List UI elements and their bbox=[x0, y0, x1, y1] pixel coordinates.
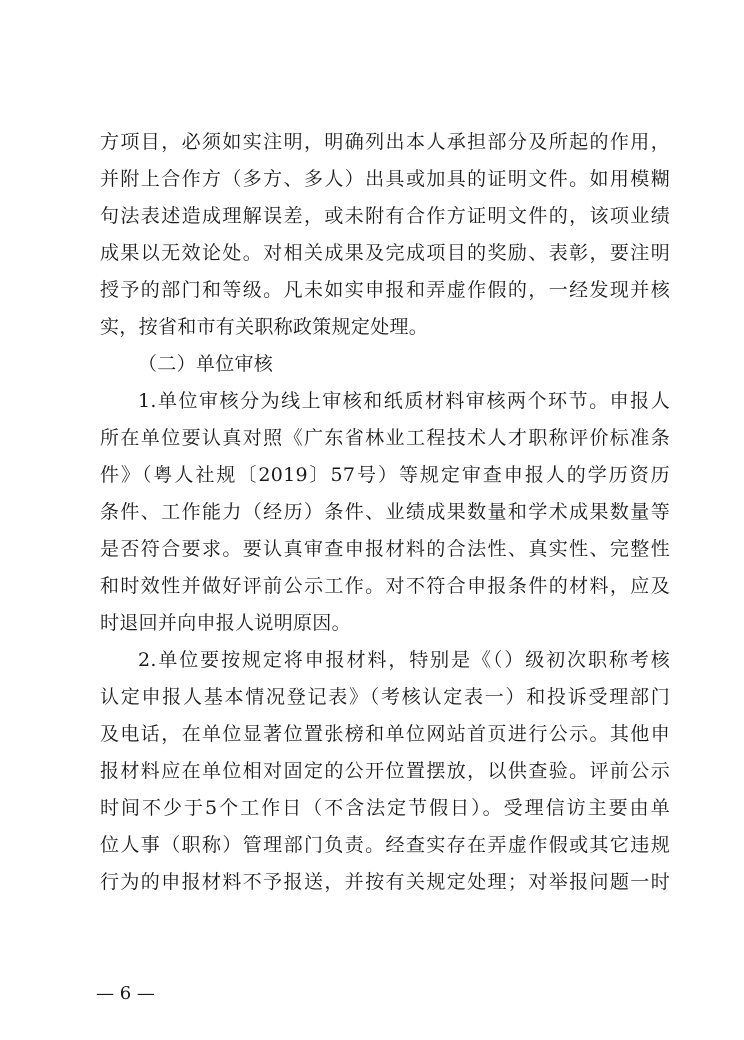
paragraph-line: 时退回并向申报人说明原因。 bbox=[100, 612, 351, 634]
paragraph-line: 授予的部门和等级。凡未如实申报和弄虚作假的，一经发现并核 bbox=[100, 279, 670, 301]
paragraph-line: 行为的申报材料不予报送，并按有关规定处理；对举报问题一时 bbox=[100, 871, 670, 893]
paragraph-line: 是否符合要求。要认真审查申报材料的合法性、真实性、完整性 bbox=[100, 538, 670, 560]
paragraph-line: 时间不少于5个工作日（不含法定节假日）。受理信访主要由单 bbox=[100, 797, 670, 819]
paragraph-line: 并附上合作方（多方、多人）出具或加具的证明文件。如用模糊 bbox=[100, 168, 670, 190]
paragraph-line: 成果以无效论处。对相关成果及完成项目的奖励、表彰，要注明 bbox=[100, 242, 670, 264]
paragraph-line: 1.单位审核分为线上审核和纸质材料审核两个环节。申报人 bbox=[138, 390, 670, 412]
paragraph-line: 件》（粤人社规〔2019〕57号）等规定审查申报人的学历资历 bbox=[100, 464, 670, 486]
section-heading: （二）单位审核 bbox=[138, 353, 274, 375]
paragraph-line: 条件、工作能力（经历）条件、业绩成果数量和学术成果数量等 bbox=[100, 501, 670, 523]
paragraph-line: 及电话，在单位显著位置张榜和单位网站首页进行公示。其他申 bbox=[100, 723, 670, 745]
paragraph-line: 所在单位要认真对照《广东省林业工程技术人才职称评价标准条 bbox=[100, 427, 670, 449]
paragraph-line: 方项目，必须如实注明，明确列出本人承担部分及所起的作用， bbox=[100, 131, 670, 153]
page-number: — 6 — bbox=[96, 983, 155, 1004]
paragraph-line: 认定申报人基本情况登记表》（考核认定表一）和投诉受理部门 bbox=[100, 686, 670, 708]
paragraph-line: 和时效性并做好评前公示工作。对不符合申报条件的材料，应及 bbox=[100, 575, 670, 597]
paragraph-line: 报材料应在单位相对固定的公开位置摆放，以供查验。评前公示 bbox=[100, 760, 670, 782]
paragraph-line: 句法表述造成理解误差，或未附有合作方证明文件的，该项业绩 bbox=[100, 205, 670, 227]
paragraph-line: 位人事（职称）管理部门负责。经查实存在弄虚作假或其它违规 bbox=[100, 834, 670, 856]
paragraph-line: 2.单位要按规定将申报材料，特别是《（）级初次职称考核 bbox=[138, 649, 670, 671]
paragraph-line: 实，按省和市有关职称政策规定处理。 bbox=[100, 316, 429, 338]
